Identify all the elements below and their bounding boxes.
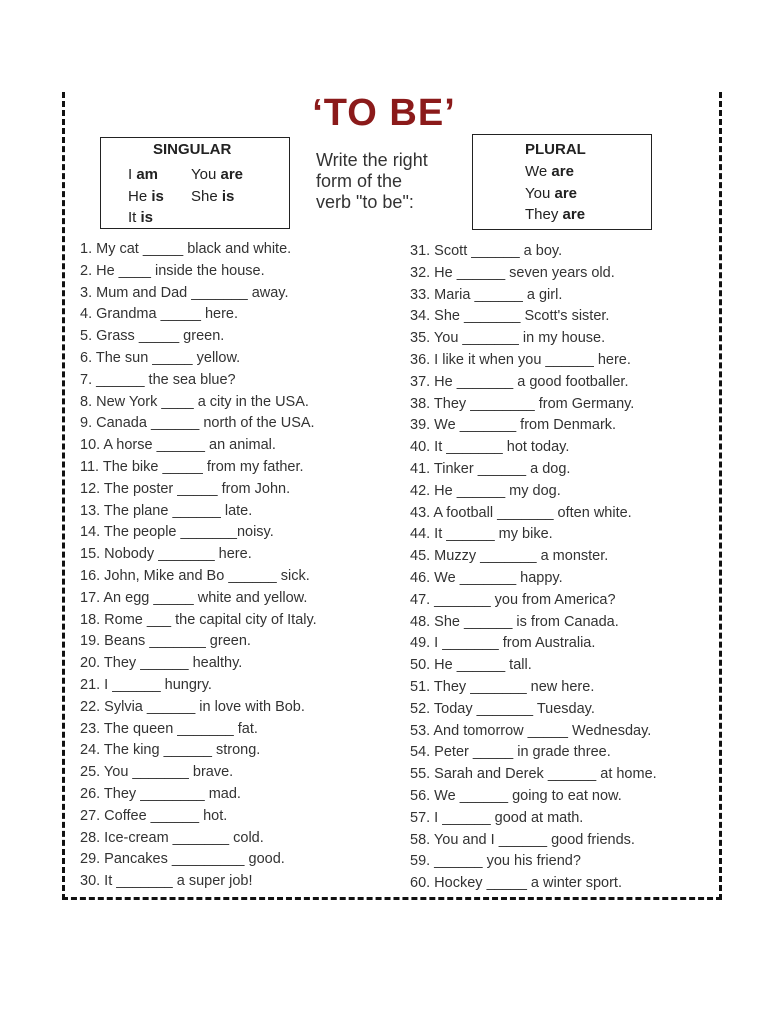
exercise-item: 47. _______ you from America? [410, 591, 616, 608]
plural-box [472, 134, 652, 230]
exercise-item: 18. Rome ___ the capital city of Italy. [80, 611, 317, 628]
exercise-item: 34. She _______ Scott's sister. [410, 308, 610, 325]
exercise-item: 4. Grandma _____ here. [80, 306, 238, 323]
exercise-item: 10. A horse ______ an animal. [80, 437, 276, 454]
exercise-item: 60. Hockey _____ a winter sport. [410, 875, 622, 892]
exercise-item: 33. Maria ______ a girl. [410, 286, 563, 303]
exercise-item: 20. They ______ healthy. [80, 655, 243, 672]
instruction-text: Write the right form of the verb "to be": [316, 150, 428, 212]
plural-heading: PLURAL [525, 141, 586, 158]
exercise-item: 58. You and I ______ good friends. [410, 831, 635, 848]
exercise-item: 57. I ______ good at math. [410, 809, 584, 826]
exercise-item: 19. Beans _______ green. [80, 633, 251, 650]
exercise-item: 40. It _______ hot today. [410, 439, 570, 456]
exercise-item: 16. John, Mike and Bo ______ sick. [80, 568, 310, 584]
exercise-item: 52. Today _______ Tuesday. [410, 700, 595, 717]
exercise-item: 9. Canada ______ north of the USA. [80, 415, 315, 432]
exercise-item: 1. My cat _____ black and white. [80, 241, 292, 257]
plural-pronoun-they: They are [525, 206, 586, 223]
exercise-item: 53. And tomorrow _____ Wednesday. [410, 722, 652, 739]
singular-pronoun-she: She is [191, 188, 235, 205]
exercise-item: 24. The king ______ strong. [80, 742, 261, 759]
exercise-item: 54. Peter _____ in grade three. [410, 744, 611, 761]
exercise-item: 31. Scott ______ a boy. [410, 243, 563, 259]
exercise-item: 26. They ________ mad. [80, 786, 241, 802]
exercise-item: 12. The poster _____ from John. [80, 480, 291, 497]
exercise-item: 43. A football _______ often white. [410, 504, 632, 521]
exercise-item: 38. They ________ from Germany. [410, 395, 635, 412]
exercise-item: 25. You _______ brave. [80, 764, 234, 781]
exercise-item: 35. You _______ in my house. [410, 330, 606, 347]
exercise-item: 21. I ______ hungry. [80, 677, 212, 693]
exercise-item: 44. It ______ my bike. [410, 526, 553, 543]
exercise-item: 29. Pancakes _________ good. [80, 851, 285, 868]
exercise-item: 22. Sylvia ______ in love with Bob. [80, 698, 305, 715]
singular-pronoun-i: I am [128, 166, 159, 183]
exercise-item: 13. The plane ______ late. [80, 502, 253, 519]
exercise-item: 56. We ______ going to eat now. [410, 788, 622, 804]
exercise-item: 37. He _______ a good footballer. [410, 373, 629, 390]
exercise-item: 48. She ______ is from Canada. [410, 613, 619, 630]
exercise-item: 46. We _______ happy. [410, 570, 563, 586]
exercise-item: 49. I _______ from Australia. [410, 635, 596, 652]
exercise-item: 32. He ______ seven years old. [410, 264, 615, 281]
exercise-item: 15. Nobody _______ here. [80, 546, 252, 563]
singular-box [100, 137, 290, 229]
singular-pronoun-it: It is [128, 209, 154, 226]
exercise-item: 42. He ______ my dog. [410, 482, 561, 499]
exercise-item: 55. Sarah and Derek ______ at home. [410, 766, 657, 783]
exercise-item: 36. I like it when you ______ here. [410, 352, 631, 368]
singular-pronoun-he: He is [128, 188, 164, 205]
exercise-item: 30. It _______ a super job! [80, 873, 253, 890]
plural-pronoun-you: You are [525, 185, 578, 202]
exercise-item: 7. ______ the sea blue? [80, 371, 236, 388]
exercise-item: 59. ______ you his friend? [410, 853, 581, 870]
exercise-item: 8. New York ____ a city in the USA. [80, 393, 309, 410]
exercise-item: 45. Muzzy _______ a monster. [410, 548, 609, 565]
singular-pronoun-you: You are [191, 166, 244, 183]
exercise-item: 14. The people _______noisy. [80, 524, 274, 541]
exercise-item: 28. Ice-cream _______ cold. [80, 829, 264, 846]
exercise-item: 51. They _______ new here. [410, 679, 595, 695]
exercise-item: 39. We _______ from Denmark. [410, 417, 617, 434]
exercise-item: 27. Coffee ______ hot. [80, 807, 228, 824]
exercise-item: 41. Tinker ______ a dog. [410, 461, 571, 477]
exercise-item: 5. Grass _____ green. [80, 328, 225, 345]
plural-pronoun-we: We are [525, 163, 574, 180]
exercise-item: 3. Mum and Dad _______ away. [80, 284, 289, 301]
worksheet-title: ‘TO BE’ [312, 92, 456, 134]
exercise-item: 2. He ____ inside the house. [80, 262, 265, 279]
singular-heading: SINGULAR [153, 141, 232, 158]
exercise-item: 6. The sun _____ yellow. [80, 350, 241, 366]
exercise-item: 11. The bike _____ from my father. [80, 459, 304, 475]
exercise-item: 23. The queen _______ fat. [80, 720, 258, 737]
exercise-item: 50. He ______ tall. [410, 657, 532, 674]
exercise-item: 17. An egg _____ white and yellow. [80, 589, 308, 606]
